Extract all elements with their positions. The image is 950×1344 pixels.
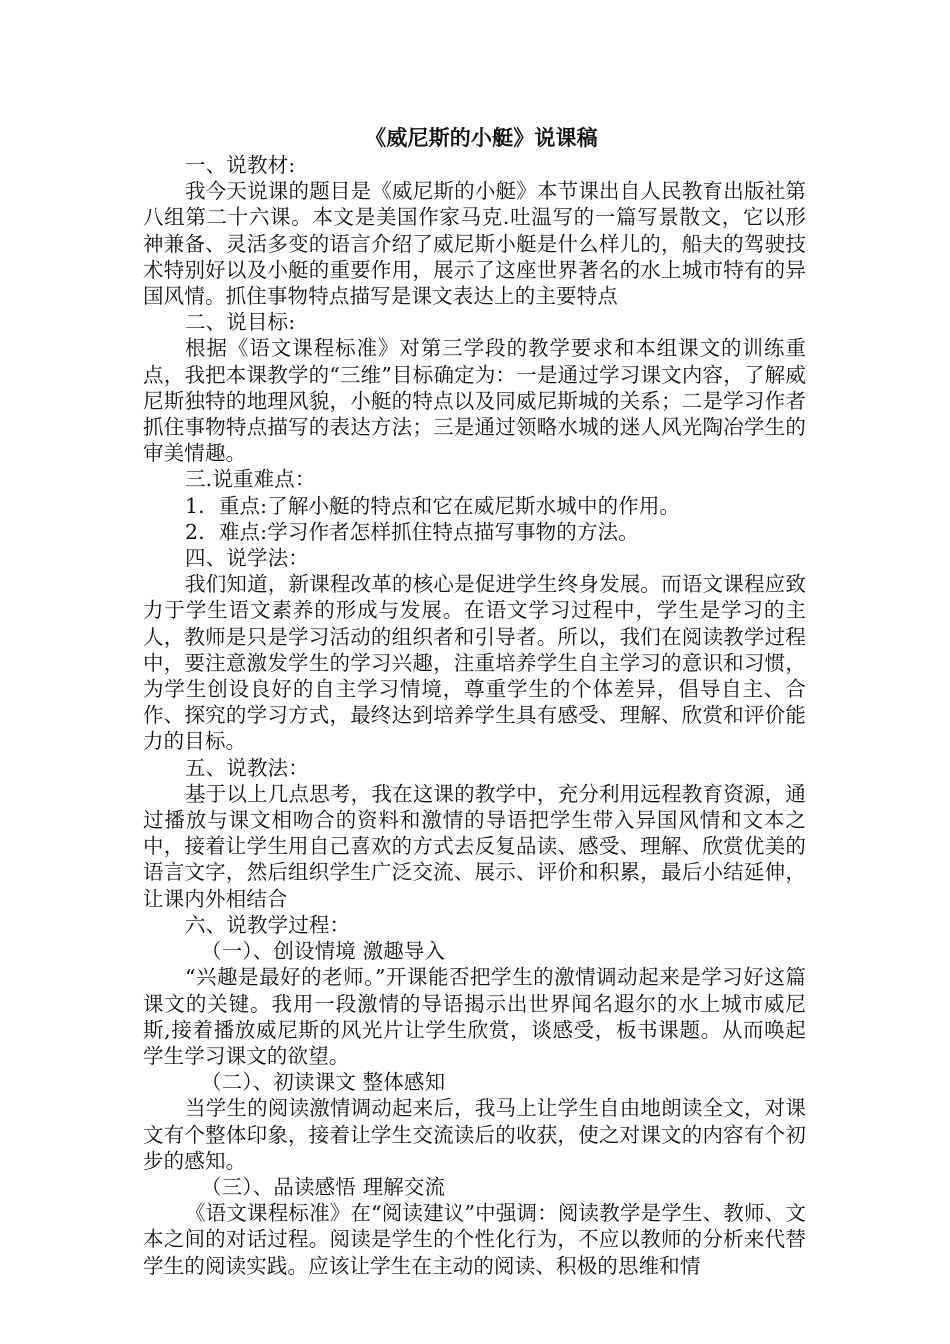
step-paragraph-3: 《语文课程标准》在“阅读建议”中强调：阅读教学是学生、教师、文本之间的对话过程。阅读是学生的个性化行为，不应以教师的分析来代替学生的阅读实践。应该让学生在主动的阅读、积极的思维和情 <box>143 1201 806 1278</box>
section-heading-learning-method: 四、说学法： <box>185 546 309 571</box>
step-heading-2: （二）、初读课文 整体感知 <box>201 1070 446 1095</box>
step-heading-3: （三）、品读感悟 理解交流 <box>201 1174 446 1199</box>
section-heading-teaching-method: 五、说教法： <box>185 755 309 780</box>
step-heading-1: （一）、创设情境 激趣导入 <box>201 939 446 964</box>
section-paragraph-learning-method: 我们知道，新课程改革的核心是促进学生终身发展。而语文课程应致力于学生语文素养的形成与发展。在语文学习过程中，学生是学习的主人，教师是只是学习活动的组织者和引导者。所以，我们在阅读教学过程中，要注意激发学生的学习兴趣，注重培养学生自主学习的意识和习惯，为学生创设良好的自主学习情境，尊重学生的个体差异，倡导自主、合作、探究的学习方式，最终达到培养学生具有感受、理解、欣赏和评价能力的目标。 <box>143 572 806 754</box>
section-paragraph-teaching-method: 基于以上几点思考，我在这课的教学中，充分利用远程教育资源，通过播放与课文相吻合的资料和激情的导语把学生带入异国风情和文本之中，接着让学生用自己喜欢的方式去反复品读、感受、理解、欣赏优美的语言文字，然后组织学生广泛交流、展示、评价和积累，最后小结延伸，让课内外相结合 <box>143 781 806 911</box>
key-point-item: 1．重点:了解小艇的特点和它在威尼斯水城中的作用。 <box>185 493 681 518</box>
difficult-point-item: 2．难点:学习作者怎样抓住特点描写事物的方法。 <box>185 519 639 544</box>
section-heading-objectives: 二、说目标: <box>185 310 296 335</box>
section-heading-textbook: 一、说教材: <box>185 153 296 177</box>
section-heading-teaching-process: 六、说教学过程： <box>185 912 351 937</box>
document-body <box>143 124 806 1279</box>
section-paragraph-textbook: 我今天说课的题目是《威尼斯的小艇》本节课出自人民教育出版社第八组第二十六课。本文是美国作家马克.吐温写的一篇写景散文，它以形神兼备、灵活多变的语言介绍了威尼斯小艇是什么样儿的，船夫的驾驶技术特别好以及小艇的重要作用，展示了这座世界著名的水上城市特有的异国风情。抓住事物特点描写是课文表达上的主要特点 <box>143 179 806 309</box>
section-paragraph-objectives: 根据《语文课程标准》对第三学段的教学要求和本组课文的训练重点，我把本课教学的“三维”目标确定为：一是通过学习课文内容，了解威尼斯独特的地理风貌，小艇的特点以及同威尼斯城的关系；二是学习作者抓住事物特点描写的表达方法；三是通过领略水城的迷人风光陶冶学生的审美情趣。 <box>143 336 806 466</box>
step-paragraph-1: “兴趣是最好的老师。”开课能否把学生的激情调动起来是学习好这篇课文的关键。我用一段激情的导语揭示出世界闻名遐尔的水上城市威尼斯,接着播放威尼斯的风光片让学生欣赏，谈感受，板书课题。从而唤起学生学习课文的欲望。 <box>143 965 806 1068</box>
document-title: 《威尼斯的小艇》说课稿 <box>365 125 598 150</box>
section-heading-key-points: 三.说重难点： <box>185 467 316 492</box>
step-paragraph-2: 当学生的阅读激情调动起来后，我马上让学生自由地朗读全文，对课文有个整体印象，接着让学生交流读后的收获，使之对课文的内容有个初步的感知。 <box>143 1096 806 1173</box>
